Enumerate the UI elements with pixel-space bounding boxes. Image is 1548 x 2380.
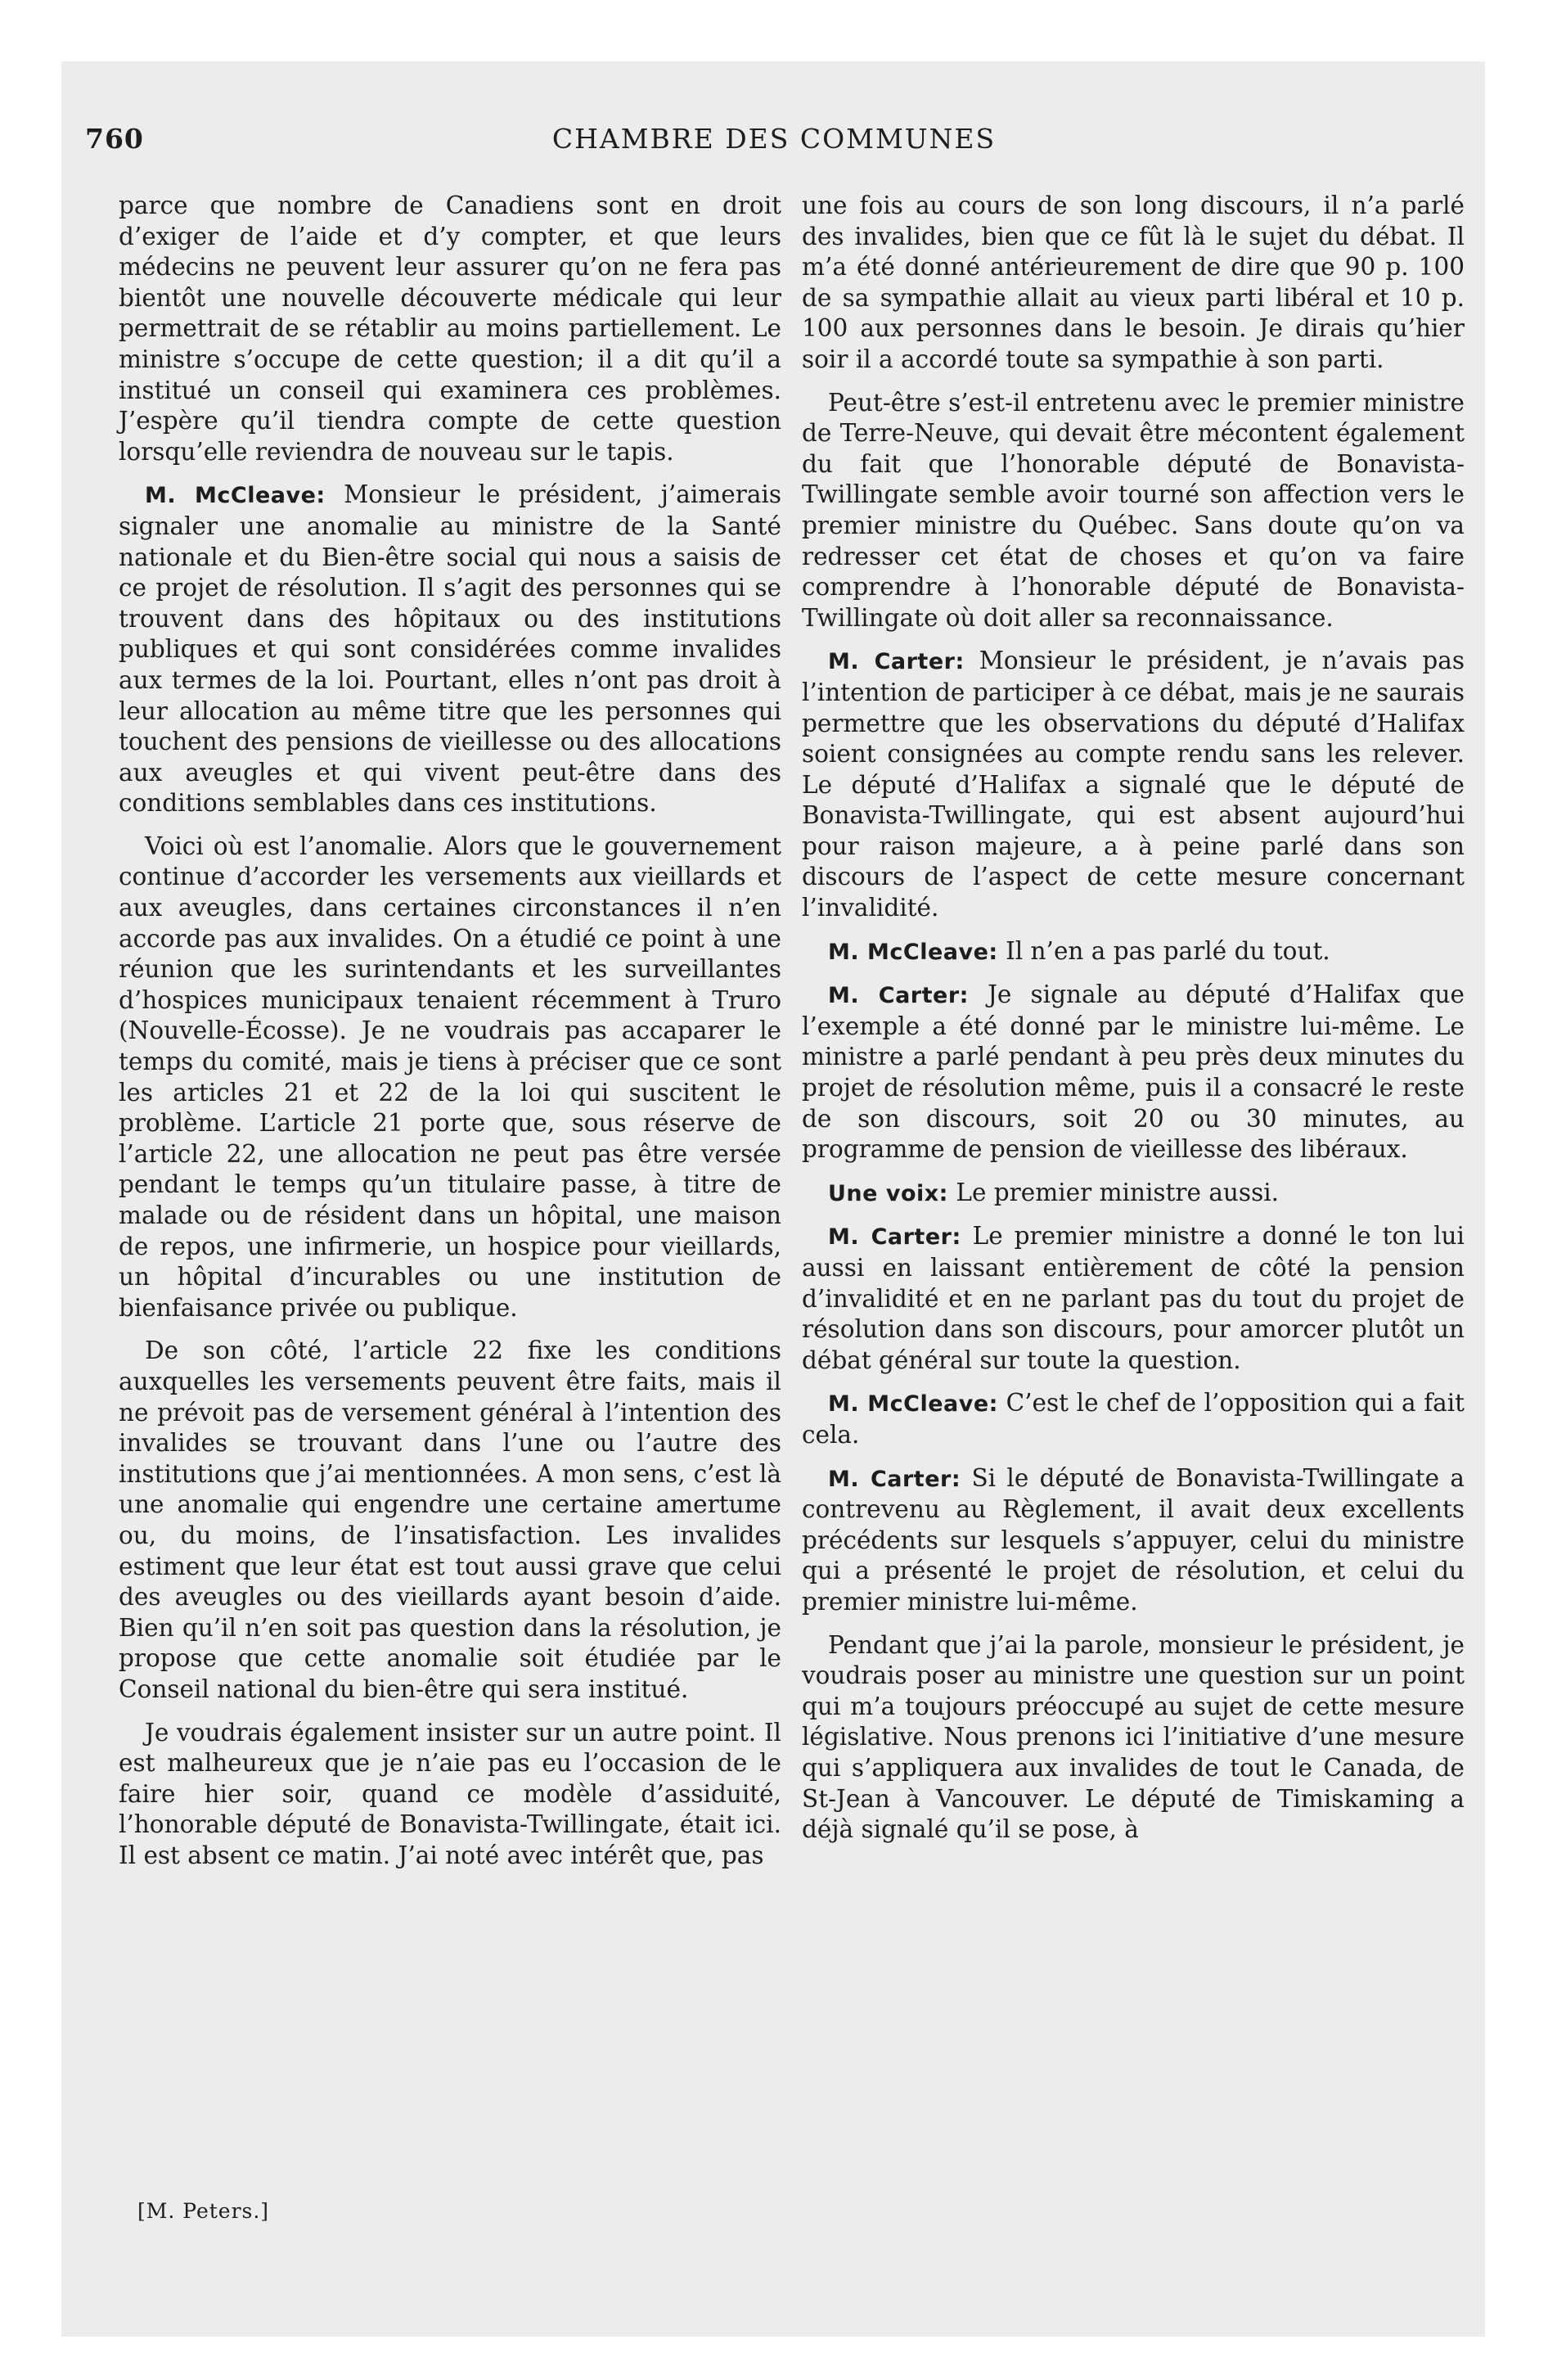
speech-paragraph [119,480,781,819]
paragraph: De son côté, l’article 22 fixe les conditions auxquelles les versements peuvent être faits, mais il ne prévoit pas de versement général à l’intention des invalides se trouvant dans l’une ou l’autre des institutions que j’ai mentionnées. A mon sens, c’est là une anomalie qui engendre une certaine amertume ou, du moins, de l’insatisfaction. Les invalides estiment que leur état est tout aussi grave que celui des aveugles ou des vieillards ayant besoin d’aide. Bien qu’il n’en soit pas question dans la résolution, je propose que cette anomalie soit étudiée par le Conseil national du bien-être qui sera institué. [119,1336,781,1703]
speech-text: Monsieur le président, je n’avais pas l’intention de participer à ce débat, mais je ne saurais permettre que les observations du député d’Halifax soient consignées au compte rendu sans les relever. Le député d’Halifax a signalé que le député de Bonavista-Twillingate, qui est absent aujourd’hui pour raison majeure, a à peine parlé dans son discours de l’aspect de cette mesure concernant l’invalidité. [802,647,1465,922]
speech-text: Je signale au député d’Halifax que l’exemple a été donné par le ministre lui-même. Le ministre a parlé pendant à peu près deux minutes du projet de résolution même, puis il a consacré le reste de son discours, soit 20 ou 30 minutes, au programme de pension de vieillesse des libéraux. [802,980,1465,1164]
paragraph: Je voudrais également insister sur un autre point. Il est malheureux que je n’aie pas eu l’occasion de le faire hier soir, quand ce modèle d’assiduité, l’honorable député de Bonavista-Twillingate, était ici. Il est absent ce matin. J’ai noté avec intérêt que, pas [119,1718,781,1869]
paragraph: Voici où est l’anomalie. Alors que le gouvernement continue d’accorder les versements aux vieillards et aux aveugles, dans certaines circonstances il n’en accorde pas aux invalides. On a étudié ce point à une réunion que les surintendants et les surveillantes d’hospices municipaux tenaient récemment à Truro (Nouvelle-Écosse). Je ne voudrais pas accaparer le temps du comité, mais je tiens à préciser que ce sont les articles 21 et 22 de la loi qui suscitent le problème. L’article 21 porte que, sous réserve de l’article 22, une allocation ne peut pas être versée pendant le temps qu’un titulaire passe, à titre de malade ou de résident dans un hôpital, une maison de repos, une infirmerie, un hospice pour vieillards, un hôpital d’incurables ou une institution de bienfaisance privée ou publique. [119,832,781,1322]
speech-paragraph [802,646,1465,923]
speaker-name: M. McCleave: [145,483,326,509]
speaker-name: M. McCleave: [828,1391,998,1418]
speaker-name: M. McCleave: [828,939,998,965]
speech-text: Le premier ministre a donné le ton lui aussi en laissant entièrement de côté la pension d’invalidité et en ne parlant pas du tout du projet de résolution dans son discours, pour amorcer plutôt un débat général sur toute la question. [802,1222,1465,1374]
speaker-name: M. Carter: [828,649,965,675]
speaker-name: M. Carter: [828,983,969,1009]
speech-text: Si le député de Bonavista-Twillingate a contrevenu au Règlement, il avait deux excellents précédents sur lesquels s’appuyer, celui du ministre qui a présenté le projet de résolution, et celui du premier ministre lui-même. [802,1463,1465,1616]
speech-paragraph [802,1178,1465,1210]
speech-text: Il n’en a pas parlé du tout. [997,936,1330,965]
speech-text: Monsieur le président, j’aimerais signaler une anomalie au ministre de la Santé nationale et du Bien-être social qui nous a saisis de ce projet de résolution. Il s’agit des personnes qui se trouvent dans des hôpitaux ou des institutions publiques et qui sont considérées comme invalides aux termes de la loi. Pourtant, elles n’ont pas droit à leur allocation au même titre que les personnes qui touchent des pensions de vieillesse ou des allocations aux aveugles et qui vivent peut-être dans des conditions semblables dans ces institutions. [119,480,781,818]
speech-paragraph [802,1463,1465,1618]
speaker-name: M. Carter: [828,1224,961,1251]
speech-text: C’est le chef de l’opposition qui a fait cela. [802,1389,1465,1449]
speech-paragraph [802,936,1465,968]
page-header [0,123,1548,172]
running-title: CHAMBRE DES COMMUNES [551,123,997,155]
speech-paragraph [802,980,1465,1165]
speaker-name: Une voix: [828,1180,948,1206]
speech-text: Le premier ministre aussi. [947,1178,1280,1206]
speaker-name: M. Carter: [828,1466,961,1492]
speaker-footnote: [M. Peters.] [137,2199,270,2223]
paragraph: Pendant que j’ai la parole, monsieur le président, je voudrais poser au ministre une question sur un point qui m’a toujours préoccupé au sujet de cette mesure législative. Nous prenons ici l’initiative d’une mesure qui s’appliquera aux invalides de tout le Canada, de St-Jean à Vancouver. Le député de Timiskaming a déjà signalé qu’il se pose, à [802,1630,1465,1844]
paragraph: Peut-être s’est-il entretenu avec le premier ministre de Terre-Neuve, qui devait être mécontent également du fait que l’honorable député de Bonavista-Twillingate semble avoir tourné son affection vers le premier ministre du Québec. Sans doute qu’on va redresser cet état de choses et qu’on va faire comprendre à l’honorable député de Bonavista-Twillingate où doit aller sa reconnaissance. [802,388,1465,632]
speech-paragraph [802,1388,1465,1450]
right-column [802,191,1465,1846]
speech-paragraph [802,1221,1465,1376]
left-column [119,191,781,1871]
paragraph: parce que nombre de Canadiens sont en droit d’exiger de l’aide et d’y compter, et que leurs médecins ne peuvent leur assurer qu’on ne fera pas bientôt une nouvelle découverte médicale qui leur permettrait de se rétablir au moins partiellement. Le ministre s’occupe de cette question; il a dit qu’il a institué un conseil qui examinera ces problèmes. J’espère qu’il tiendra compte de cette question lorsqu’elle reviendra de nouveau sur le tapis. [119,192,781,466]
paragraph: une fois au cours de son long discours, il n’a parlé des invalides, bien que ce fût là le sujet du débat. Il m’a été donné antérieurement de dire que 90 p. 100 de sa sympathie allait au vieux parti libéral et 10 p. 100 aux personnes dans le besoin. Je dirais qu’hier soir il a accordé toute sa sympathie à son parti. [802,192,1465,373]
page-number: 760 [85,123,144,155]
